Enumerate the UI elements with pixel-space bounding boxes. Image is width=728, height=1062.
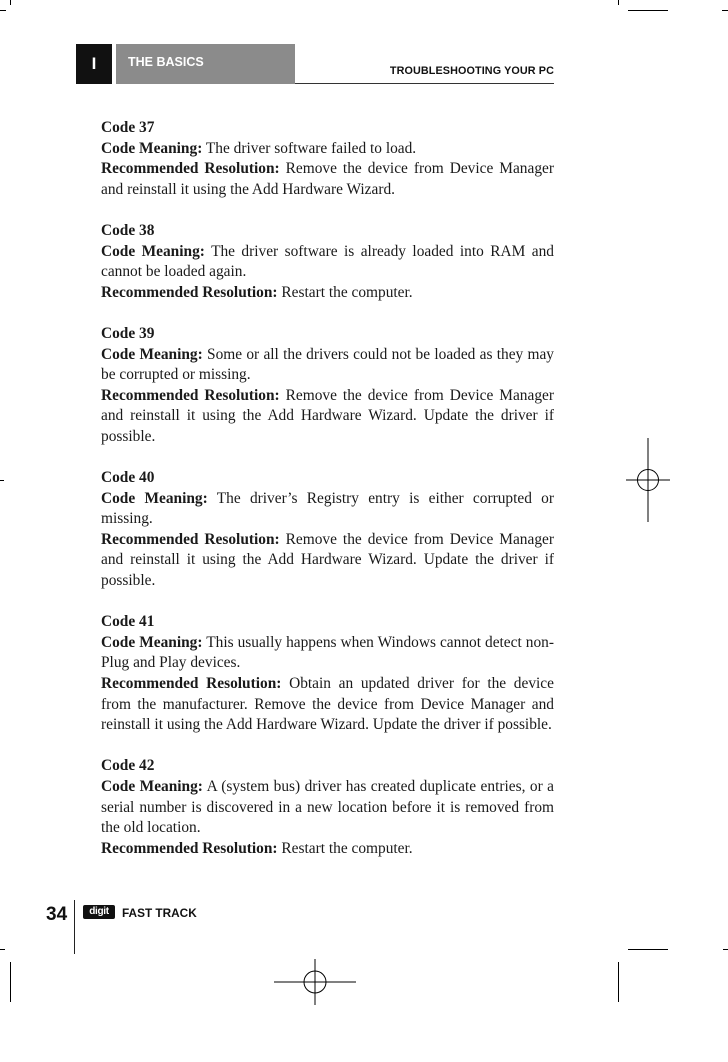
code-heading: Code 38	[101, 221, 155, 239]
code-meaning	[101, 242, 554, 283]
chapter-title: THE BASICS	[116, 44, 295, 84]
recommended-resolution	[101, 839, 554, 860]
error-code-entry	[101, 324, 554, 448]
crop-mark	[10, 962, 11, 1002]
meaning-label: Code Meaning:	[101, 139, 203, 157]
code-meaning	[101, 345, 554, 386]
resolution-label: Recommended Resolution:	[101, 160, 280, 178]
body-text	[101, 118, 554, 880]
resolution-text: Restart the computer.	[281, 283, 413, 301]
code-meaning	[101, 633, 554, 674]
resolution-label: Recommended Resolution:	[101, 675, 282, 693]
resolution-text: Remove the device from Device Manager and reinstall it using the Add Hardware Wizard.	[101, 160, 554, 198]
resolution-label: Recommended Resolution:	[101, 839, 278, 857]
recommended-resolution	[101, 530, 554, 592]
running-header	[76, 44, 554, 84]
resolution-text: Remove the device from Device Manager and reinstall it using the Add Hardware Wizard. Update the driver if possible.	[101, 530, 554, 590]
code-heading: Code 39	[101, 324, 155, 342]
recommended-resolution	[101, 283, 554, 304]
code-heading: Code 40	[101, 469, 155, 487]
recommended-resolution	[101, 159, 554, 200]
page-number: 34	[46, 904, 68, 925]
error-code-entry	[101, 118, 554, 200]
recommended-resolution	[101, 386, 554, 448]
brand-name: FAST TRACK	[122, 906, 197, 920]
resolution-text: Obtain an updated driver for the device from the manufacturer. Remove the device from Device Manager and reinstall it using the Add Hardware Wizard. Update the driver if possible.	[101, 675, 554, 734]
code-heading: Code 37	[101, 119, 155, 136]
resolution-text: Restart the computer.	[281, 839, 413, 857]
crop-mark	[0, 480, 4, 481]
recommended-resolution	[101, 674, 554, 736]
meaning-text: This usually happens when Windows cannot detect non-Plug and Play devices.	[101, 633, 554, 672]
resolution-text: Remove the device from Device Manager and reinstall it using the Add Hardware Wizard. Update the driver if possible.	[101, 386, 554, 445]
meaning-text: The driver software is already loaded into RAM and cannot be loaded again.	[101, 242, 554, 281]
error-code-entry	[101, 756, 554, 859]
registration-mark	[274, 959, 356, 1005]
registration-mark	[626, 438, 670, 522]
meaning-label: Code Meaning:	[101, 489, 208, 507]
resolution-label: Recommended Resolution:	[101, 530, 280, 548]
code-heading: Code 42	[101, 757, 155, 775]
meaning-label: Code Meaning:	[101, 778, 203, 795]
code-meaning	[101, 139, 554, 160]
meaning-text: The driver’s Registry entry is either corrupted or missing.	[101, 489, 554, 528]
crop-mark	[0, 949, 5, 950]
meaning-label: Code Meaning:	[101, 242, 205, 260]
crop-mark	[10, 0, 11, 5]
crop-mark	[722, 10, 728, 11]
error-code-entry	[101, 468, 554, 592]
header-rule	[295, 83, 554, 84]
digit-logo: digit	[83, 905, 115, 919]
section-title: TROUBLESHOOTING YOUR PC	[389, 65, 554, 77]
code-meaning	[101, 489, 554, 530]
crop-mark	[618, 962, 619, 1002]
code-heading: Code 41	[101, 613, 155, 631]
crop-mark	[0, 10, 6, 11]
error-code-entry	[101, 612, 554, 736]
crop-mark	[723, 949, 728, 950]
meaning-text: A (system bus) driver has created duplicate entries, or a serial number is discovered in a new location before it is removed from the old location.	[101, 778, 554, 837]
footer-rule	[74, 900, 75, 954]
resolution-label: Recommended Resolution:	[101, 386, 280, 404]
meaning-label: Code Meaning:	[101, 633, 203, 651]
code-meaning	[101, 777, 554, 839]
crop-mark	[618, 0, 619, 5]
error-code-entry	[101, 221, 554, 303]
crop-mark	[628, 949, 668, 950]
meaning-text: Some or all the drivers could not be loaded as they may be corrupted or missing.	[101, 345, 554, 384]
chapter-number: I	[76, 44, 112, 84]
meaning-label: Code Meaning:	[101, 345, 203, 363]
crop-mark	[628, 10, 668, 11]
resolution-label: Recommended Resolution:	[101, 283, 278, 301]
meaning-text: The driver software failed to load.	[205, 139, 417, 157]
